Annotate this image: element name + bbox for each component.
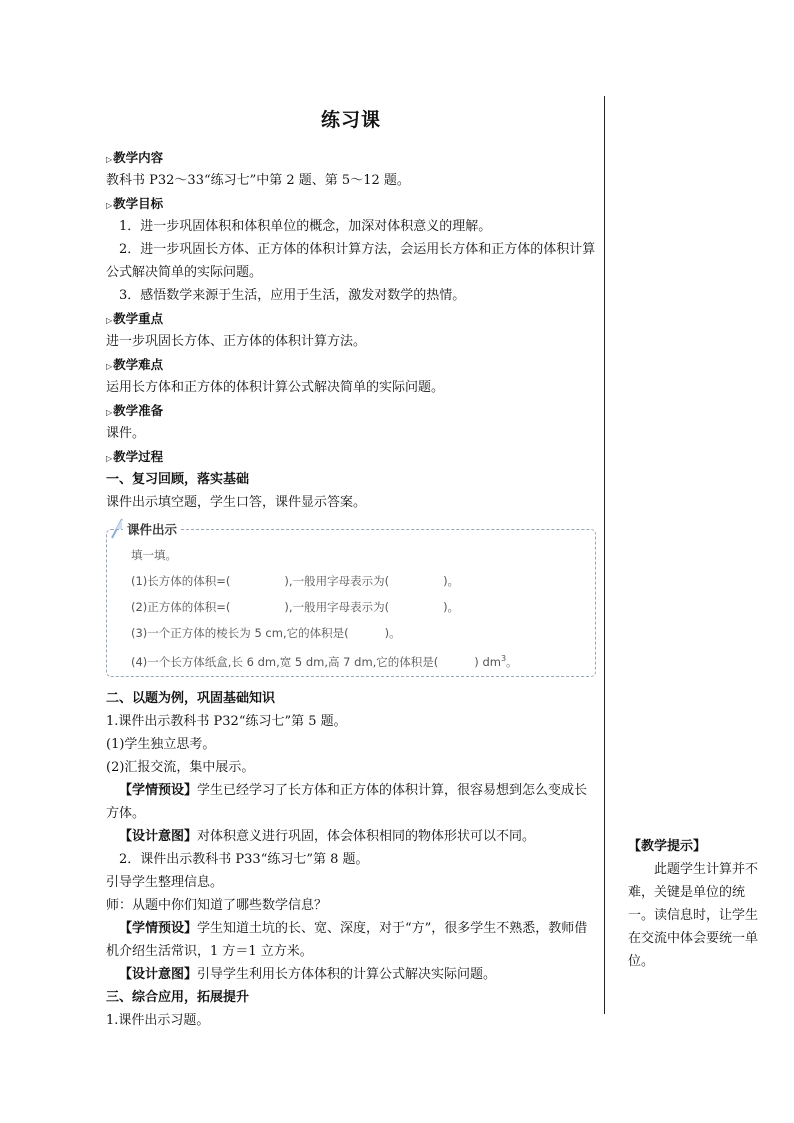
part2-line-8: 师：从题中你们知道了哪些数学信息？ bbox=[106, 898, 328, 913]
goal-3: 3．感悟数学来源于生活，应用于生活，激发对数学的热情。 bbox=[119, 288, 466, 303]
part2-line-5: 【设计意图】对体积意义进行巩固，体会体积相同的物体形状可以不同。 bbox=[119, 829, 536, 844]
triangle-icon: ▷ bbox=[106, 200, 113, 210]
triangle-icon: ▷ bbox=[106, 407, 113, 417]
courseware-q4: (4)一个长方体纸盒,长 6 dm,宽 5 dm,高 7 dm,它的体积是( ) $dm^3$。 bbox=[131, 654, 518, 669]
difficulty-text: 运用长方体和正方体的体积计算公式解决简单的实际问题。 bbox=[106, 380, 445, 395]
triangle-icon: ▷ bbox=[106, 361, 113, 371]
triangle-icon: ▷ bbox=[106, 315, 113, 325]
courseware-label: 课件出示 bbox=[123, 520, 181, 538]
goal-2: 2．进一步巩固长方体、正方体的体积计算方法，会运用长方体和正方体的体积计算公式解决简单的实际问题。 bbox=[106, 242, 596, 280]
part2-line-9: 【学情预设】学生知道土坑的长、宽、深度，对于“方”，很多学生不熟悉，教师借机介绍生活常识，1 方＝1 立方米。 bbox=[106, 921, 588, 959]
flag-icon bbox=[110, 517, 124, 539]
tip-text: 此题学生计算并不难，关键是单位的统一。读信息时，让学生在交流中体会要统一单位。 bbox=[628, 862, 759, 969]
section-heading-difficulty: ▷教学难点 bbox=[106, 357, 164, 372]
courseware-q2: (2)正方体的体积=( ),一般用字母表示为( )。 bbox=[131, 600, 460, 614]
key-text: 进一步巩固长方体、正方体的体积计算方法。 bbox=[106, 334, 367, 349]
part2-line-7: 引导学生整理信息。 bbox=[106, 875, 224, 890]
lesson-plan bbox=[106, 100, 596, 1032]
section-heading-key: ▷教学重点 bbox=[106, 311, 164, 326]
page-title: 练习课 bbox=[320, 109, 381, 131]
part2-line-4: 【学情预设】学生已经学习了长方体和正方体的体积计算，很容易想到怎么变成长方体。 bbox=[106, 783, 588, 821]
section-heading-process: ▷教学过程 bbox=[106, 449, 164, 464]
triangle-icon: ▷ bbox=[106, 453, 113, 463]
goal-1: 1．进一步巩固体积和体积单位的概念，加深对体积意义的理解。 bbox=[119, 219, 492, 234]
courseware-q1: (1)长方体的体积=( ),一般用字母表示为( )。 bbox=[131, 574, 460, 588]
part2-line-6: 2．课件出示教科书 P33“练习七”第 8 题。 bbox=[119, 852, 369, 867]
part2-heading: 二、以题为例，巩固基础知识 bbox=[106, 691, 276, 706]
courseware-box bbox=[106, 522, 596, 677]
part1-intro: 课件出示填空题，学生口答，课件显示答案。 bbox=[106, 495, 367, 510]
part1-heading: 一、复习回顾，落实基础 bbox=[106, 472, 250, 487]
courseware-q3: (3)一个正方体的棱长为 5 cm,它的体积是( )。 bbox=[131, 626, 401, 640]
part2-line-10: 【设计意图】引导学生利用长方体体积的计算公式解决实际问题。 bbox=[119, 967, 497, 982]
courseware-instruction: 填一填。 bbox=[131, 548, 177, 562]
part2-line-2: (1)学生独立思考。 bbox=[106, 737, 216, 752]
section-heading-content: ▷教学内容 bbox=[106, 150, 164, 165]
part2-line-3: (2)汇报交流，集中展示。 bbox=[106, 760, 255, 775]
section-heading-goals: ▷教学目标 bbox=[106, 196, 164, 211]
prep-text: 课件。 bbox=[106, 426, 146, 441]
part2-line-1: 1.课件出示教科书 P32“练习七”第 5 题。 bbox=[106, 714, 347, 729]
triangle-icon: ▷ bbox=[106, 154, 113, 164]
part3-line-1: 1.课件出示习题。 bbox=[106, 1013, 210, 1028]
teaching-tip bbox=[628, 835, 758, 973]
content-text: 教科书 P32～33“练习七”中第 2 题、第 5～12 题。 bbox=[106, 173, 410, 188]
section-heading-prep: ▷教学准备 bbox=[106, 403, 164, 418]
part3-heading: 三、综合应用，拓展提升 bbox=[106, 990, 250, 1005]
margin-divider bbox=[604, 96, 605, 1014]
tip-title: 【教学提示】 bbox=[628, 839, 707, 854]
